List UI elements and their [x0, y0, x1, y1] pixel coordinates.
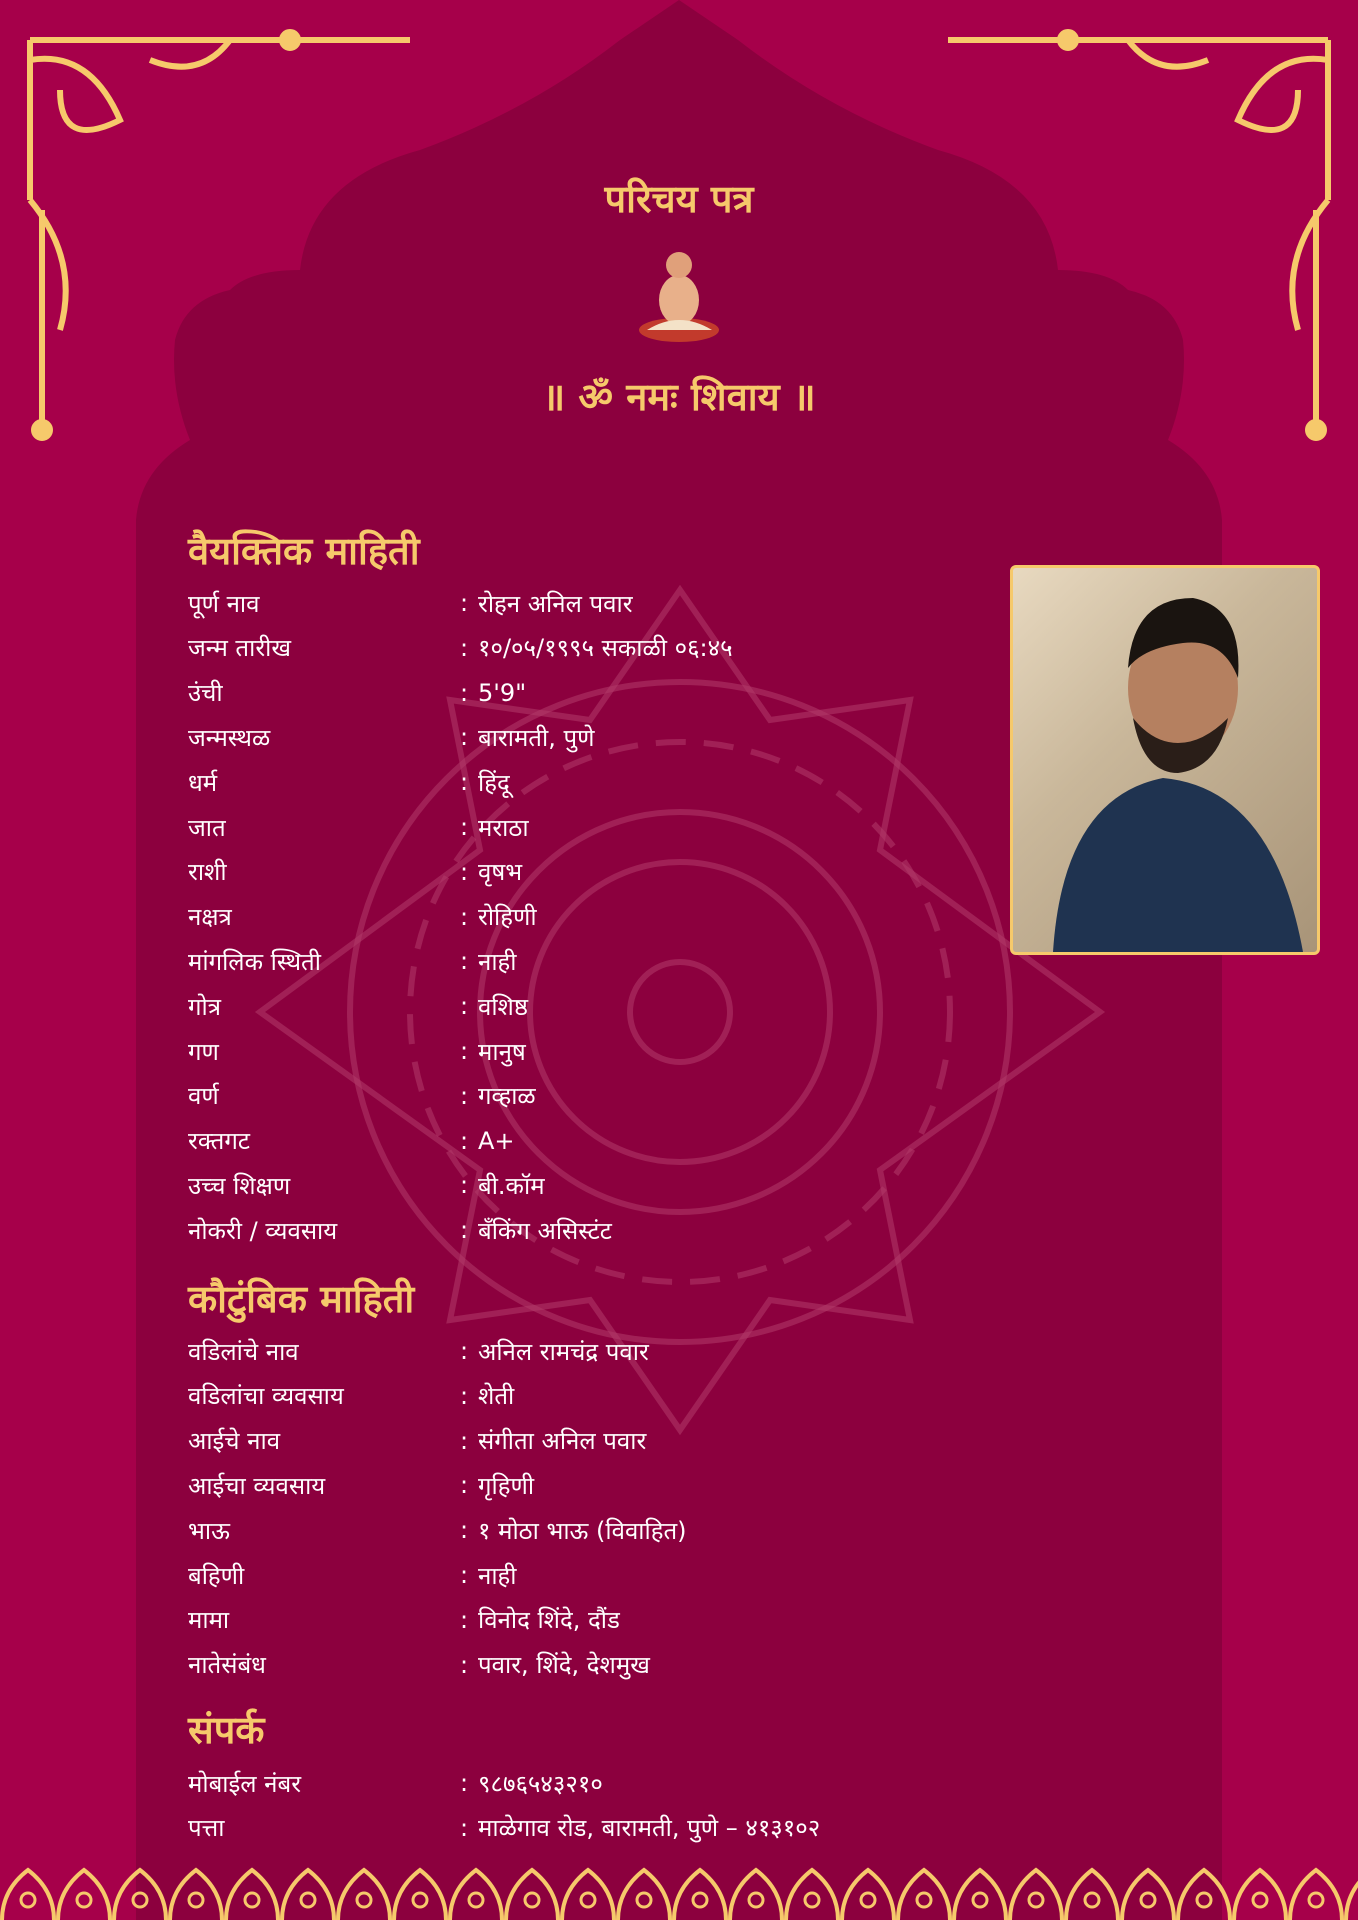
family-row: [188, 1421, 646, 1461]
row-value: रोहन अनिल पवार: [478, 589, 633, 618]
personal-row: [188, 673, 526, 713]
personal-row: [188, 986, 528, 1026]
row-colon: :: [460, 1381, 469, 1410]
row-label: गण: [188, 1037, 219, 1066]
row-label: पूर्ण नाव: [188, 589, 260, 618]
profile-photo: [1010, 565, 1320, 955]
family-row: [188, 1600, 620, 1640]
row-label: उंची: [188, 679, 223, 708]
row-colon: :: [460, 857, 469, 886]
row-colon: :: [460, 992, 469, 1021]
row-colon: :: [460, 1337, 469, 1365]
row-value: शेती: [478, 1382, 515, 1411]
row-value: १ मोठा भाऊ (विवाहित): [478, 1516, 687, 1545]
row-value: हिंदू: [478, 768, 510, 797]
row-colon: :: [460, 1216, 469, 1245]
personal-row: [188, 762, 510, 802]
personal-row: [188, 941, 517, 981]
section-personal-heading: वैयक्तिक माहिती: [188, 529, 420, 573]
section-family-heading: कौटुंबिक माहिती: [188, 1277, 415, 1321]
row-label: नातेसंबंध: [188, 1651, 266, 1680]
row-value: A+: [478, 1126, 515, 1155]
personal-row: [188, 1076, 536, 1116]
row-value: नाही: [478, 1561, 517, 1590]
row-colon: :: [460, 902, 469, 931]
row-label: उच्च शिक्षण: [188, 1171, 291, 1200]
row-value: गव्हाळ: [478, 1082, 536, 1111]
row-label: पत्ता: [188, 1814, 225, 1843]
personal-row: [188, 897, 537, 937]
row-label: धर्म: [188, 768, 218, 797]
row-label: मोबाईल नंबर: [188, 1769, 302, 1798]
row-value: वृषभ: [478, 858, 523, 887]
family-row: [188, 1645, 650, 1685]
personal-row: [188, 1121, 515, 1161]
family-row: [188, 1510, 687, 1550]
section-contact-heading: संपर्क: [188, 1708, 265, 1752]
personal-row: [188, 807, 529, 847]
contact-row: [188, 1763, 603, 1803]
row-colon: :: [460, 1813, 469, 1842]
row-colon: :: [460, 1037, 469, 1065]
personal-row: [188, 1165, 545, 1205]
row-value: मराठा: [478, 813, 529, 842]
row-label: आईचे नाव: [188, 1427, 281, 1456]
row-label: मामा: [188, 1606, 230, 1635]
row-value: १०/०५/१९९५ सकाळी ०६:४५: [478, 634, 733, 663]
row-value: पवार, शिंदे, देशमुख: [478, 1651, 650, 1680]
row-colon: :: [460, 1126, 469, 1155]
row-colon: :: [460, 1426, 469, 1455]
row-value: वशिष्ठ: [478, 992, 529, 1021]
row-value: बारामती, पुणे: [478, 723, 595, 752]
row-label: वडिलांचा व्यवसाय: [188, 1382, 344, 1411]
row-colon: :: [460, 1471, 469, 1500]
row-label: जात: [188, 813, 226, 842]
row-label: बहिणी: [188, 1561, 245, 1590]
row-value: नाही: [478, 947, 517, 976]
row-colon: :: [460, 1605, 469, 1634]
row-value: संगीता अनिल पवार: [478, 1427, 647, 1456]
row-colon: :: [460, 1769, 469, 1797]
row-value: ९८७६५४३२१०: [478, 1769, 603, 1798]
row-colon: :: [460, 633, 469, 662]
row-label: वडिलांचे नाव: [188, 1337, 299, 1366]
row-label: नक्षत्र: [188, 903, 232, 932]
family-row: [188, 1555, 517, 1595]
personal-row: [188, 583, 633, 623]
personal-row: [188, 852, 522, 892]
row-colon: :: [460, 1561, 469, 1589]
row-label: नोकरी / व्यवसाय: [188, 1216, 338, 1245]
row-value: माळेगाव रोड, बारामती, पुणे – ४१३१०२: [478, 1814, 821, 1843]
row-colon: :: [460, 947, 469, 976]
row-value: 5'9": [478, 678, 527, 707]
row-value: विनोद शिंदे, दौंड: [478, 1606, 620, 1635]
personal-row: [188, 1031, 526, 1071]
row-colon: :: [460, 813, 469, 841]
personal-row: [188, 628, 733, 668]
row-label: राशी: [188, 858, 227, 887]
row-value: बी.कॉम: [478, 1171, 545, 1200]
row-value: मानुष: [478, 1037, 526, 1066]
page-title: परिचय पत्र: [604, 177, 754, 221]
row-value: रोहिणी: [478, 903, 537, 932]
bottom-border: [0, 1860, 1358, 1920]
row-colon: :: [460, 768, 469, 797]
row-label: रक्तगट: [188, 1127, 250, 1156]
row-label: आईचा व्यवसाय: [188, 1471, 326, 1500]
personal-row: [188, 717, 594, 757]
contact-row: [188, 1808, 820, 1848]
invocation: ॥ ॐ नमः शिवाय ॥: [542, 375, 816, 419]
row-value: अनिल रामचंद्र पवार: [478, 1337, 649, 1366]
row-label: वर्ण: [188, 1082, 219, 1111]
family-row: [188, 1465, 534, 1505]
row-label: जन्मस्थळ: [188, 723, 271, 752]
row-colon: :: [460, 723, 469, 752]
family-row: [188, 1331, 649, 1371]
personal-row: [188, 1210, 612, 1250]
row-label: जन्म तारीख: [188, 634, 291, 663]
family-row: [188, 1376, 514, 1416]
row-label: गोत्र: [188, 992, 221, 1021]
row-colon: :: [460, 1171, 469, 1200]
row-label: मांगलिक स्थिती: [188, 947, 321, 976]
row-colon: :: [460, 589, 469, 617]
swami-figure-icon: [632, 245, 727, 345]
row-value: बँकिंग असिस्टंट: [478, 1216, 612, 1245]
row-value: गृहिणी: [478, 1471, 535, 1500]
row-colon: :: [460, 1650, 469, 1679]
row-colon: :: [460, 1516, 469, 1545]
row-colon: :: [460, 678, 469, 707]
row-colon: :: [460, 1081, 469, 1110]
row-label: भाऊ: [188, 1516, 230, 1545]
